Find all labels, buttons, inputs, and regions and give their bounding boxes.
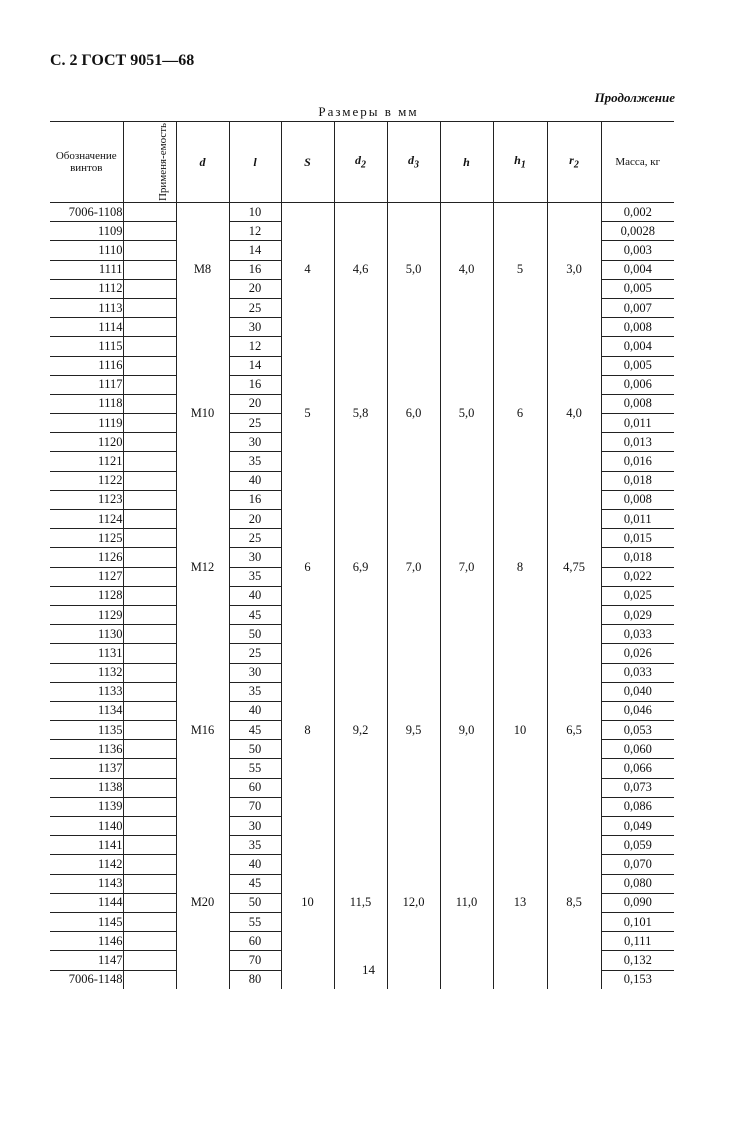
table-row — [50, 337, 674, 356]
designation-cell: 1125 — [50, 529, 123, 548]
thread-d-cell: M10 — [176, 337, 229, 491]
designation-cell: 1112 — [50, 279, 123, 298]
designation-cell: 1136 — [50, 740, 123, 759]
applicability-cell — [123, 625, 176, 644]
designation-cell: 1137 — [50, 759, 123, 778]
applicability-cell — [123, 318, 176, 337]
mass-cell: 0,007 — [601, 298, 674, 317]
designation-cell: 1126 — [50, 548, 123, 567]
mass-cell: 0,070 — [601, 855, 674, 874]
designation-cell: 1131 — [50, 644, 123, 663]
applicability-cell — [123, 567, 176, 586]
designation-cell: 1123 — [50, 490, 123, 509]
mass-cell: 0,101 — [601, 912, 674, 931]
col-s: S — [281, 122, 334, 203]
mass-cell: 0,011 — [601, 414, 674, 433]
d2-cell: 4,6 — [334, 203, 387, 337]
applicability-cell — [123, 510, 176, 529]
mass-cell: 0,005 — [601, 279, 674, 298]
h-cell: 7,0 — [440, 490, 493, 644]
col-designation: Обозначение винтов — [50, 122, 123, 203]
col-d3: $d_3$ — [387, 122, 440, 203]
applicability-cell — [123, 701, 176, 720]
designation-cell: 1122 — [50, 471, 123, 490]
length-cell: 20 — [229, 394, 281, 413]
thread-d-cell: M20 — [176, 817, 229, 989]
applicability-cell — [123, 663, 176, 682]
length-cell: 70 — [229, 951, 281, 970]
designation-cell: 1111 — [50, 260, 123, 279]
r2-cell: 8,5 — [547, 817, 601, 989]
length-cell: 20 — [229, 279, 281, 298]
mass-cell: 0,059 — [601, 836, 674, 855]
s-cell: 5 — [281, 337, 334, 491]
mass-cell: 0,003 — [601, 241, 674, 260]
designation-cell: 1138 — [50, 778, 123, 797]
d2-cell: 6,9 — [334, 490, 387, 644]
h-cell: 9,0 — [440, 644, 493, 817]
mass-cell: 0,005 — [601, 356, 674, 375]
thread-d-cell: M8 — [176, 203, 229, 337]
mass-cell: 0,016 — [601, 452, 674, 471]
mass-cell: 0,073 — [601, 778, 674, 797]
applicability-cell — [123, 586, 176, 605]
designation-cell: 1113 — [50, 298, 123, 317]
designation-cell: 7006-1148 — [68, 972, 123, 987]
col-r2: $r_2$ — [547, 122, 601, 203]
designation-cell: 1132 — [50, 663, 123, 682]
h1-cell: 8 — [493, 490, 547, 644]
applicability-cell — [123, 817, 176, 836]
designation-cell: 1134 — [50, 701, 123, 720]
table-row — [50, 490, 674, 509]
col-h: h — [440, 122, 493, 203]
length-cell: 40 — [229, 855, 281, 874]
col-d: d — [176, 122, 229, 203]
applicability-cell — [123, 893, 176, 912]
col-mass: Масса, кг — [601, 122, 674, 203]
col-h1: $h_1$ — [493, 122, 547, 203]
length-cell: 35 — [229, 567, 281, 586]
length-cell: 12 — [229, 222, 281, 241]
r2-cell: 4,0 — [547, 337, 601, 491]
h1-cell: 6 — [493, 337, 547, 491]
designation-cell: 1141 — [50, 836, 123, 855]
length-cell: 55 — [229, 912, 281, 931]
applicability-cell — [123, 548, 176, 567]
length-cell: 40 — [229, 471, 281, 490]
applicability-cell — [123, 836, 176, 855]
length-cell: 40 — [229, 586, 281, 605]
col-d2: $d_2$ — [334, 122, 387, 203]
applicability-cell — [123, 394, 176, 413]
length-cell: 45 — [229, 721, 281, 740]
col-l: l — [229, 122, 281, 203]
designation-cell: 1128 — [50, 586, 123, 605]
d3-cell: 6,0 — [387, 337, 440, 491]
mass-cell: 0,060 — [601, 740, 674, 759]
mass-cell: 0,029 — [601, 605, 674, 624]
d3-cell: 5,0 — [387, 203, 440, 337]
table-row — [50, 203, 674, 222]
page-number: 14 — [362, 962, 375, 977]
table-body — [50, 203, 674, 989]
designation-cell: 1147 — [50, 951, 123, 970]
dimensions-caption: Размеры в мм — [318, 104, 419, 119]
designation-cell: 1146 — [50, 932, 123, 951]
length-cell: 25 — [229, 529, 281, 548]
length-cell: 16 — [229, 490, 281, 509]
applicability-cell — [123, 759, 176, 778]
applicability-cell — [123, 605, 176, 624]
mass-cell: 0,132 — [601, 951, 674, 970]
mass-cell: 0,006 — [601, 375, 674, 394]
col-applicability — [123, 122, 176, 203]
h1-cell: 10 — [493, 644, 547, 817]
applicability-cell — [123, 490, 176, 509]
mass-cell: 0,053 — [601, 721, 674, 740]
length-cell: 25 — [229, 414, 281, 433]
applicability-cell — [123, 414, 176, 433]
mass-cell: 0,018 — [601, 548, 674, 567]
applicability-cell — [123, 797, 176, 816]
designation-cell: 1116 — [50, 356, 123, 375]
designation-cell: 1139 — [50, 797, 123, 816]
d3-cell: 7,0 — [387, 490, 440, 644]
designation-cell: 1124 — [50, 510, 123, 529]
mass-cell: 0,026 — [601, 644, 674, 663]
length-cell: 16 — [229, 375, 281, 394]
length-cell: 12 — [229, 337, 281, 356]
length-cell: 30 — [229, 318, 281, 337]
mass-cell: 0,015 — [601, 529, 674, 548]
length-cell: 10 — [229, 203, 281, 222]
mass-cell: 0,040 — [601, 682, 674, 701]
mass-cell: 0,033 — [601, 625, 674, 644]
designation-cell: 1109 — [50, 222, 123, 241]
applicability-cell — [123, 682, 176, 701]
length-cell: 35 — [229, 682, 281, 701]
applicability-cell — [123, 529, 176, 548]
designation-cell: 1133 — [50, 682, 123, 701]
mass-cell: 0,049 — [601, 817, 674, 836]
mass-cell: 0,111 — [601, 932, 674, 951]
applicability-cell — [123, 337, 176, 356]
applicability-cell — [123, 375, 176, 394]
h-cell: 4,0 — [440, 203, 493, 337]
applicability-cell — [123, 855, 176, 874]
length-cell: 80 — [229, 970, 281, 989]
length-cell: 30 — [229, 817, 281, 836]
r2-cell: 3,0 — [547, 203, 601, 337]
designation-cell: 1110 — [50, 241, 123, 260]
s-cell: 10 — [281, 817, 334, 989]
mass-cell: 0,008 — [601, 318, 674, 337]
applicability-cell — [123, 452, 176, 471]
d2-cell: 11,5 — [334, 817, 387, 989]
designation-cell: 1142 — [50, 855, 123, 874]
length-cell: 60 — [229, 932, 281, 951]
designation-cell: 1117 — [50, 375, 123, 394]
designation-cell: 1130 — [50, 625, 123, 644]
designation-cell: 1118 — [50, 394, 123, 413]
page-header: С. 2 ГОСТ 9051—68 — [50, 52, 195, 69]
h1-cell: 5 — [493, 203, 547, 337]
designation-cell: 1121 — [50, 452, 123, 471]
mass-cell: 0,013 — [601, 433, 674, 452]
length-cell: 45 — [229, 605, 281, 624]
mass-cell: 0,004 — [601, 337, 674, 356]
designation-cell: 1143 — [50, 874, 123, 893]
length-cell: 45 — [229, 874, 281, 893]
length-cell: 60 — [229, 778, 281, 797]
thread-d-cell: M12 — [176, 490, 229, 644]
applicability-cell — [123, 356, 176, 375]
applicability-cell — [123, 203, 176, 222]
designation-cell: 1145 — [50, 912, 123, 931]
designation-cell: 1114 — [50, 318, 123, 337]
mass-cell: 0,0028 — [601, 222, 674, 241]
h1-cell: 13 — [493, 817, 547, 989]
applicability-cell — [123, 433, 176, 452]
mass-cell: 0,090 — [601, 893, 674, 912]
length-cell: 25 — [229, 298, 281, 317]
mass-cell: 0,033 — [601, 663, 674, 682]
d3-cell: 9,5 — [387, 644, 440, 817]
length-cell: 30 — [229, 548, 281, 567]
length-cell: 14 — [229, 356, 281, 375]
designation-cell: 1119 — [50, 414, 123, 433]
mass-cell: 0,086 — [601, 797, 674, 816]
applicability-cell — [123, 260, 176, 279]
screw-dimensions-table — [50, 121, 674, 989]
h-cell: 5,0 — [440, 337, 493, 491]
s-cell: 4 — [281, 203, 334, 337]
s-cell: 8 — [281, 644, 334, 817]
continuation-label: Продолжение — [594, 90, 675, 105]
thread-d-cell: M16 — [176, 644, 229, 817]
length-cell: 40 — [229, 701, 281, 720]
table-row — [50, 817, 674, 836]
designation-cell: 7006-1108 — [50, 203, 123, 222]
applicability-cell — [123, 778, 176, 797]
length-cell: 30 — [229, 433, 281, 452]
designation-cell: 1140 — [50, 817, 123, 836]
designation-cell: 1135 — [50, 721, 123, 740]
length-cell: 35 — [229, 836, 281, 855]
length-cell: 70 — [229, 797, 281, 816]
table-header-row — [50, 122, 674, 203]
r2-cell: 6,5 — [547, 644, 601, 817]
mass-cell: 0,153 — [601, 970, 674, 989]
mass-cell: 0,046 — [601, 701, 674, 720]
applicability-cell — [123, 471, 176, 490]
length-cell: 14 — [229, 241, 281, 260]
designation-cell: 1129 — [50, 605, 123, 624]
d3-cell: 12,0 — [387, 817, 440, 989]
designation-cell: 1144 — [50, 893, 123, 912]
length-cell: 25 — [229, 644, 281, 663]
length-cell: 35 — [229, 452, 281, 471]
designation-cell: 1127 — [50, 567, 123, 586]
designation-cell: 1120 — [50, 433, 123, 452]
applicability-cell — [123, 721, 176, 740]
h-cell: 11,0 — [440, 817, 493, 989]
length-cell: 50 — [229, 893, 281, 912]
applicability-cell — [123, 644, 176, 663]
length-cell: 50 — [229, 740, 281, 759]
col-applicability-label: Применя-емость — [156, 122, 169, 202]
mass-cell: 0,008 — [601, 394, 674, 413]
mass-cell: 0,022 — [601, 567, 674, 586]
table-row — [50, 644, 674, 663]
d2-cell: 5,8 — [334, 337, 387, 491]
mass-cell: 0,002 — [601, 203, 674, 222]
d2-cell: 9,2 — [334, 644, 387, 817]
applicability-cell — [123, 912, 176, 931]
applicability-cell — [123, 298, 176, 317]
mass-cell: 0,018 — [601, 471, 674, 490]
mass-cell: 0,025 — [601, 586, 674, 605]
applicability-cell — [123, 279, 176, 298]
applicability-cell — [123, 874, 176, 893]
mass-cell: 0,011 — [601, 510, 674, 529]
length-cell: 50 — [229, 625, 281, 644]
length-cell: 30 — [229, 663, 281, 682]
applicability-cell — [123, 222, 176, 241]
length-cell: 20 — [229, 510, 281, 529]
applicability-cell — [123, 932, 176, 951]
mass-cell: 0,008 — [601, 490, 674, 509]
mass-cell: 0,004 — [601, 260, 674, 279]
length-cell: 16 — [229, 260, 281, 279]
mass-cell: 0,080 — [601, 874, 674, 893]
s-cell: 6 — [281, 490, 334, 644]
designation-cell: 1115 — [50, 337, 123, 356]
applicability-cell — [123, 740, 176, 759]
length-cell: 55 — [229, 759, 281, 778]
applicability-cell — [123, 241, 176, 260]
mass-cell: 0,066 — [601, 759, 674, 778]
r2-cell: 4,75 — [547, 490, 601, 644]
